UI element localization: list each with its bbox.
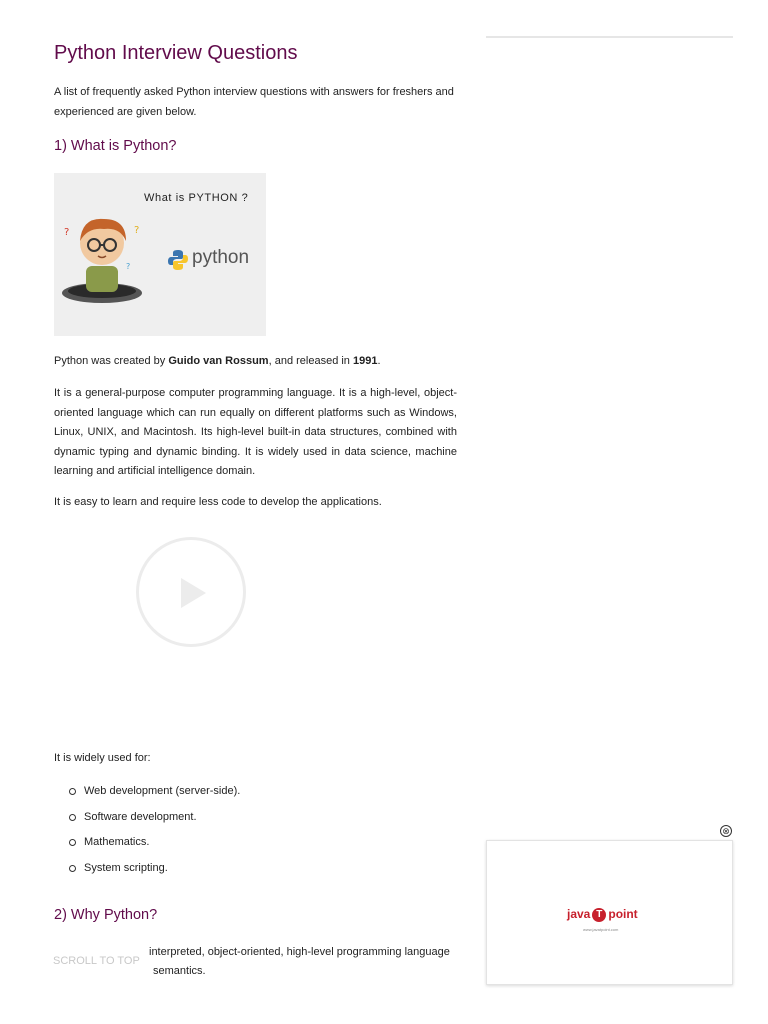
scroll-to-top-button[interactable]: SCROLL TO TOP bbox=[53, 955, 140, 967]
python-logo-icon bbox=[167, 249, 189, 271]
release-year: 1991 bbox=[352, 355, 378, 367]
creator-paragraph: Python was created by Guido van Rossum, and released in 1991. bbox=[54, 355, 381, 367]
creator-name: Guido van Rossum bbox=[168, 355, 269, 367]
list-item: Web development (server-side). bbox=[84, 782, 240, 808]
python-wordmark: python bbox=[192, 247, 250, 268]
used-for-label: It is widely used for: bbox=[54, 752, 151, 764]
intro-paragraph: A list of frequently asked Python interview questions with answers for freshers and experienced are given below. bbox=[54, 86, 454, 118]
ad-close-icon[interactable]: ⊗ bbox=[720, 825, 732, 837]
svg-text:?: ? bbox=[126, 262, 131, 271]
advertisement-box[interactable] bbox=[486, 840, 733, 985]
answer-2-line-1: interpreted, object-oriented, high-level programming language bbox=[149, 946, 450, 958]
ad-url: www.javatpoint.com bbox=[583, 927, 619, 932]
what-is-python-image bbox=[54, 173, 266, 336]
svg-text:?: ? bbox=[64, 227, 70, 238]
svg-text:?: ? bbox=[134, 225, 140, 236]
video-play-button[interactable] bbox=[136, 537, 246, 647]
sidebar-divider bbox=[486, 36, 733, 38]
brand-mark-icon: T bbox=[592, 908, 606, 922]
list-item: Mathematics. bbox=[84, 833, 240, 859]
uses-list bbox=[84, 782, 240, 884]
list-item: System scripting. bbox=[84, 859, 240, 885]
answer-2-line-2: semantics. bbox=[153, 965, 206, 977]
boy-character-icon bbox=[54, 211, 144, 306]
question-1-heading: 1) What is Python? bbox=[54, 138, 177, 154]
hero-caption: What is PYTHON ? bbox=[144, 192, 249, 204]
list-item: Software development. bbox=[84, 808, 240, 834]
question-2-heading: 2) Why Python? bbox=[54, 907, 158, 923]
description-paragraph: It is a general-purpose computer programming language. It is a high-level, object-oriented language which can run equally on different platforms such as Windows, Linux, UNIX, and Macintosh. Its high-level built-in data structures, combined with dynamic typing and dynamic binding. It is widely used in data science, machine learning and artificial intelligence domain. bbox=[54, 387, 457, 477]
play-icon bbox=[181, 578, 206, 608]
page-title: Python Interview Questions bbox=[54, 42, 298, 64]
javatpoint-logo: java T point bbox=[567, 907, 638, 921]
easy-paragraph: It is easy to learn and require less code to develop the applications. bbox=[54, 496, 382, 508]
